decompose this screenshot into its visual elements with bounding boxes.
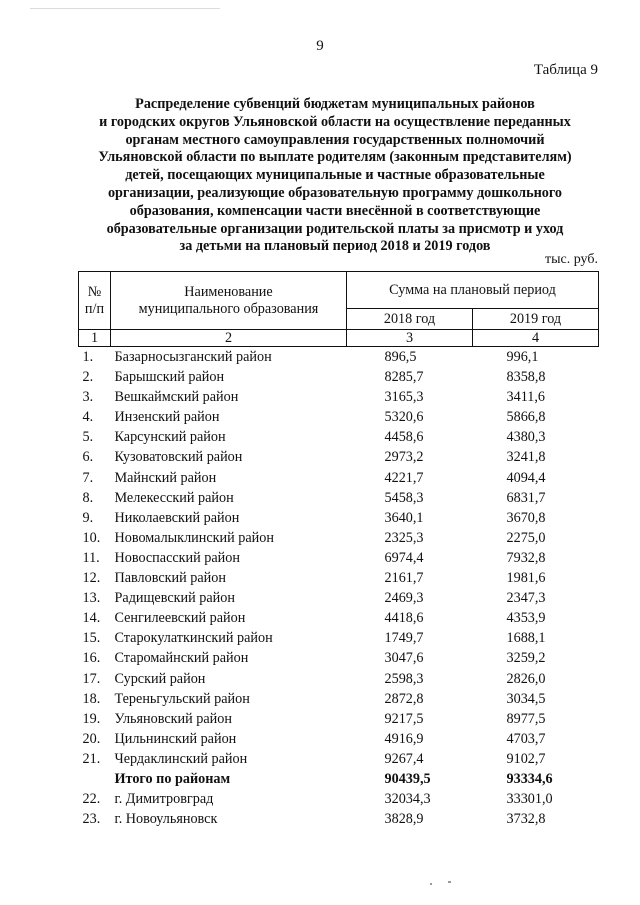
row-value-2018: 6974,4 [384, 549, 424, 566]
row-municipality: г. Димитровград [114, 791, 214, 808]
row-value-2019: 1688,1 [506, 630, 546, 647]
row-number: 21. [82, 750, 101, 767]
row-number: 5. [82, 429, 94, 446]
row-number: 13. [82, 590, 101, 607]
row-number: 9. [82, 509, 94, 526]
table-row [79, 508, 599, 528]
row-municipality: Старомайнский район [114, 650, 249, 667]
row-value-2018: 2469,3 [384, 590, 424, 607]
row-municipality: Новоспасский район [114, 549, 240, 566]
row-number: 3. [82, 389, 94, 406]
scan-artifact [448, 881, 451, 883]
column-index-3: 3 [347, 330, 473, 347]
row-value-2019: 4380,3 [506, 429, 546, 446]
table-body [79, 347, 599, 830]
row-number: 6. [82, 449, 94, 466]
total-row [79, 769, 599, 789]
row-municipality: Барышский район [114, 369, 225, 386]
title-line: за детьми на плановый период 2018 и 2019 годов [179, 238, 491, 255]
row-value-2018: 1749,7 [384, 630, 424, 647]
table-row [79, 387, 599, 407]
table-row [79, 689, 599, 709]
title-line: и городских округов Ульяновской области на осуществление переданных [99, 113, 571, 130]
header-sum: Сумма на плановый период [347, 272, 599, 309]
table-row [79, 709, 599, 729]
row-number: 4. [82, 409, 94, 426]
row-number: 16. [82, 650, 101, 667]
table-row [79, 347, 599, 368]
row-municipality: Новомалыклинский район [114, 529, 274, 546]
row-value-2019: 4353,9 [506, 610, 546, 627]
row-municipality: Базарносызганский район [114, 349, 272, 365]
row-number: 11. [82, 549, 100, 566]
row-value-2018: 5320,6 [384, 409, 424, 426]
row-value-2018: 9267,4 [384, 750, 424, 767]
row-municipality: Николаевский район [114, 509, 240, 526]
title-line: образования, компенсации части внесённой в соответствующие [129, 202, 541, 219]
row-value-2019: 3259,2 [506, 650, 546, 667]
row-number: 23. [82, 811, 101, 828]
row-number: 22. [82, 791, 101, 808]
row-municipality: Инзенский район [114, 409, 220, 426]
row-municipality: Цильнинский район [114, 730, 237, 747]
table-row [79, 789, 599, 809]
row-value-2018: 896,5 [384, 349, 417, 365]
header-number [79, 272, 111, 330]
row-value-2018: 2325,3 [384, 529, 424, 546]
row-value-2018: 4458,6 [384, 429, 424, 446]
title-line: органам местного самоуправления государственных полномочий [125, 131, 545, 148]
row-number: 19. [82, 710, 101, 727]
column-index-2: 2 [111, 330, 347, 347]
page-number: 9 [316, 38, 324, 54]
row-value-2019: 3732,8 [506, 811, 546, 828]
row-value-2019: 2826,0 [506, 670, 546, 687]
row-municipality: Сурский район [114, 670, 206, 687]
row-number: 15. [82, 630, 101, 647]
table-row [79, 568, 599, 588]
row-value-2019: 3411,6 [506, 389, 545, 406]
column-index-4: 4 [473, 330, 599, 347]
row-municipality: Павловский район [114, 570, 226, 587]
row-municipality: Кузоватовский район [114, 449, 243, 466]
header-name-line1: Наименование [184, 283, 273, 300]
row-value-2018: 32034,3 [384, 791, 431, 808]
row-value-2018: 9217,5 [384, 710, 424, 727]
table-row [79, 367, 599, 387]
row-number: 1. [82, 349, 94, 365]
row-value-2018: 4916,9 [384, 730, 424, 747]
row-value-2018: 2161,7 [384, 570, 424, 587]
row-value-2019: 2347,3 [506, 590, 546, 607]
row-value-2019: 9102,7 [506, 750, 546, 767]
table-row [79, 809, 599, 829]
row-value-2019: 33301,0 [506, 791, 553, 808]
row-value-2019: 8358,8 [506, 369, 546, 386]
row-value-2018: 3828,9 [384, 811, 424, 828]
row-value-2019: 8977,5 [506, 710, 546, 727]
table-row [79, 648, 599, 668]
title-line: образовательные организации родительской платы за присмотр и уход [106, 220, 564, 237]
row-value-2019: 4703,7 [506, 730, 546, 747]
row-value-2018: 4418,6 [384, 610, 424, 627]
row-municipality: г. Новоульяновск [114, 811, 218, 828]
row-municipality: Карсунский район [114, 429, 226, 446]
row-value-2018: 8285,7 [384, 369, 424, 386]
subvention-table [78, 271, 599, 829]
row-number: 14. [82, 610, 101, 627]
row-number: 18. [82, 690, 101, 707]
row-value-2018: 3165,3 [384, 389, 424, 406]
row-municipality: Майнский район [114, 469, 217, 486]
row-value-2019: 4094,4 [506, 469, 546, 486]
row-value-2018: 2872,8 [384, 690, 424, 707]
scan-artifact [30, 8, 220, 9]
row-value-2019: 5866,8 [506, 409, 546, 426]
row-value-2018: 3047,6 [384, 650, 424, 667]
header-number-line2: п/п [84, 300, 105, 317]
row-municipality: Вешкаймский район [114, 389, 239, 406]
row-municipality: Радищевский район [114, 590, 235, 607]
row-value-2019: 1981,6 [506, 570, 546, 587]
column-index-1: 1 [79, 330, 111, 347]
header-name [111, 272, 347, 330]
header-name-line2: муниципального образования [138, 300, 319, 317]
header-number-line1: № [87, 283, 102, 300]
row-number: 10. [82, 529, 101, 546]
row-value-2018: 5458,3 [384, 489, 424, 506]
row-value-2019: 93334,6 [506, 770, 553, 787]
row-municipality: Тереньгульский район [114, 690, 250, 707]
row-value-2019: 996,1 [506, 349, 539, 365]
table-row [79, 407, 599, 427]
row-number [79, 769, 111, 789]
title-line: организации, реализующие образовательную программу дошкольного [107, 184, 563, 201]
row-value-2019: 6831,7 [506, 489, 546, 506]
row-value-2018: 4221,7 [384, 469, 424, 486]
row-value-2019: 7932,8 [506, 549, 546, 566]
header-year-2019: 2019 год [473, 309, 599, 330]
table-row [79, 447, 599, 467]
table-row [79, 729, 599, 749]
row-number: 7. [82, 469, 94, 486]
table-row [79, 548, 599, 568]
row-value-2018: 3640,1 [384, 509, 424, 526]
row-municipality: Мелекесский район [114, 489, 234, 506]
table-row [79, 588, 599, 608]
table-row [79, 528, 599, 548]
row-value-2019: 3670,8 [506, 509, 546, 526]
row-value-2018: 2973,2 [384, 449, 424, 466]
row-number: 17. [82, 670, 101, 687]
row-number: 2. [82, 369, 94, 386]
title-line: детей, посещающих муниципальные и частные образовательные [125, 167, 545, 184]
table-row [79, 468, 599, 488]
table-row [79, 749, 599, 769]
table-label: Таблица 9 [533, 62, 598, 78]
row-municipality: Итого по районам [114, 770, 231, 787]
title-line: Ульяновской области по выплате родителям (законным представителям) [98, 149, 572, 166]
row-number: 8. [82, 489, 94, 506]
title-line: Распределение субвенций бюджетам муниципальных районов [135, 96, 535, 112]
table-row [79, 669, 599, 689]
row-number: 20. [82, 730, 101, 747]
header-year-2018: 2018 год [347, 309, 473, 330]
row-municipality: Сенгилеевский район [114, 610, 246, 627]
scan-artifact [430, 883, 432, 885]
table-row [79, 608, 599, 628]
row-value-2019: 2275,0 [506, 529, 546, 546]
row-value-2019: 3241,8 [506, 449, 546, 466]
table-row [79, 427, 599, 447]
table-row [79, 488, 599, 508]
row-number: 12. [82, 570, 101, 587]
row-value-2018: 90439,5 [384, 770, 431, 787]
units-label: тыс. руб. [545, 252, 598, 267]
row-value-2019: 3034,5 [506, 690, 546, 707]
row-municipality: Ульяновский район [114, 710, 232, 727]
row-municipality: Чердаклинский район [114, 750, 248, 767]
table-row [79, 628, 599, 648]
row-municipality: Старокулаткинский район [114, 630, 273, 647]
document-title [70, 96, 600, 256]
row-value-2018: 2598,3 [384, 670, 424, 687]
